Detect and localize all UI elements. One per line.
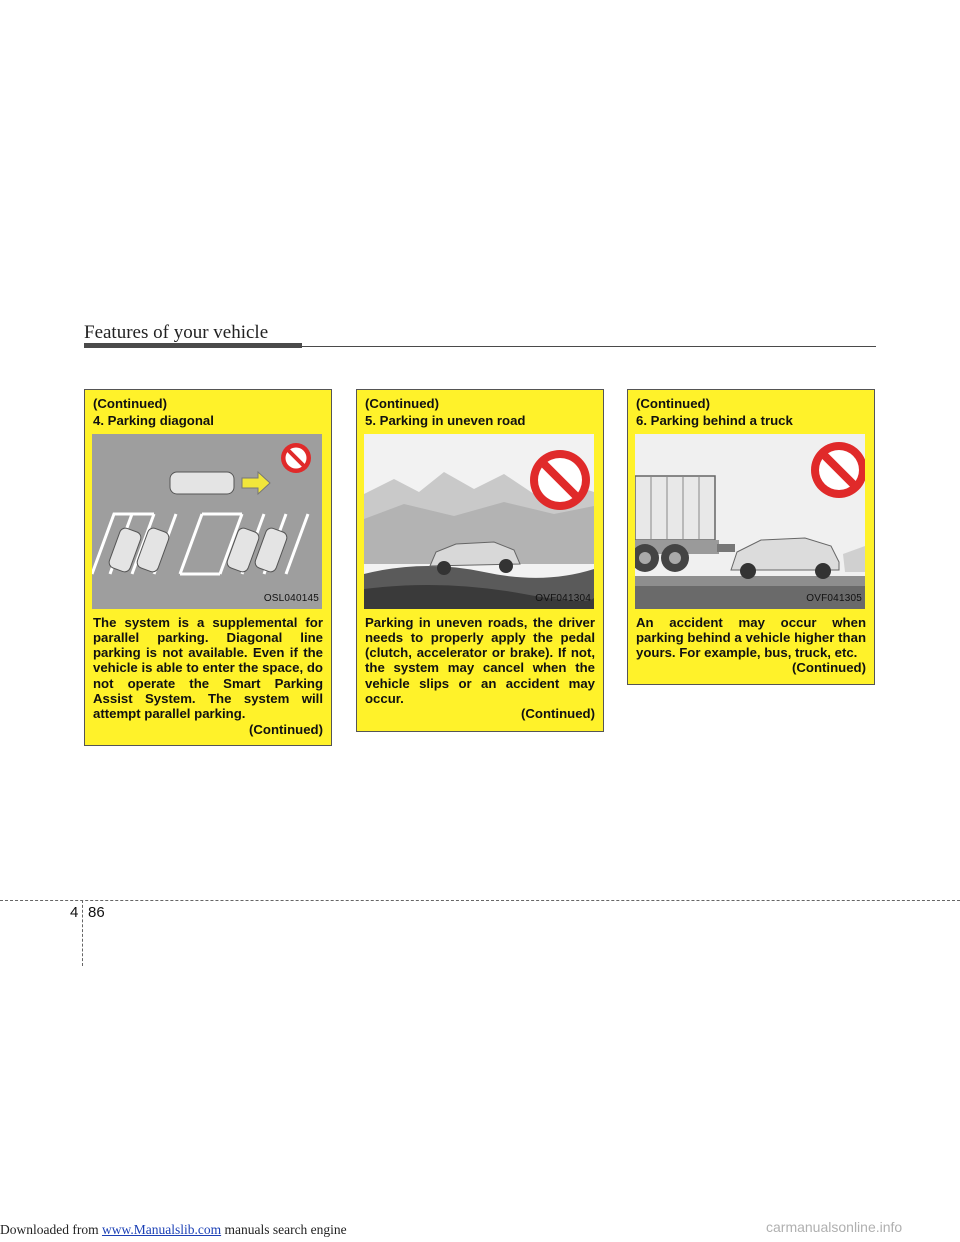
page-header-title: Features of your vehicle [84, 322, 269, 343]
footer-suffix: manuals search engine [221, 1222, 347, 1237]
diagonal-parking-illustration [92, 434, 322, 609]
header-rule-thick [84, 343, 302, 348]
download-footer [0, 1222, 347, 1238]
image-code: OVF041304 [535, 593, 591, 605]
continued-label-top: (Continued) [636, 396, 710, 411]
panel-heading: 4. Parking diagonal [93, 413, 214, 429]
truck-parking-illustration [635, 434, 865, 609]
header-rule-thin [300, 346, 876, 347]
continued-label-top: (Continued) [365, 396, 439, 411]
continued-label-bottom: (Continued) [792, 660, 866, 676]
page-section-number: 4 [70, 904, 79, 921]
panel-body-text: Parking in uneven roads, the driver needs to properly apply the pedal (clutch, accelerator or brake). If not, the system may cancel when the vehicle slips or an accident may occur. [365, 614, 595, 707]
panel-heading: 5. Parking in uneven road [365, 413, 526, 429]
page-divider-vertical [82, 900, 83, 966]
manualslib-link[interactable]: www.Manualslib.com [101, 1222, 222, 1237]
warning-panel-parking-diagonal [84, 389, 332, 746]
continued-label-top: (Continued) [93, 396, 167, 411]
page-divider-horizontal [0, 900, 960, 901]
page-number: 86 [88, 904, 105, 921]
uneven-road-illustration [364, 434, 594, 609]
footer-prefix: Downloaded from [0, 1222, 102, 1237]
continued-label-bottom: (Continued) [249, 721, 323, 737]
image-code: OVF041305 [806, 593, 862, 605]
panel-body-text: An accident may occur when parking behind a vehicle higher than yours. For example, bus, truck, etc. [636, 614, 866, 661]
panel-body-text: The system is a supplemental for parallel parking. Diagonal line parking is not available. Even if the vehicle is able to enter the space, do not operate the Smart Parking Assist System. The system will attempt parallel parking. [93, 614, 323, 722]
site-watermark: carmanualsonline.info [766, 1219, 903, 1235]
image-code: OSL040145 [263, 593, 319, 605]
warning-panel-behind-truck [627, 389, 875, 685]
continued-label-bottom: (Continued) [521, 706, 595, 722]
panel-heading: 6. Parking behind a truck [636, 413, 793, 429]
warning-panel-uneven-road [356, 389, 604, 732]
